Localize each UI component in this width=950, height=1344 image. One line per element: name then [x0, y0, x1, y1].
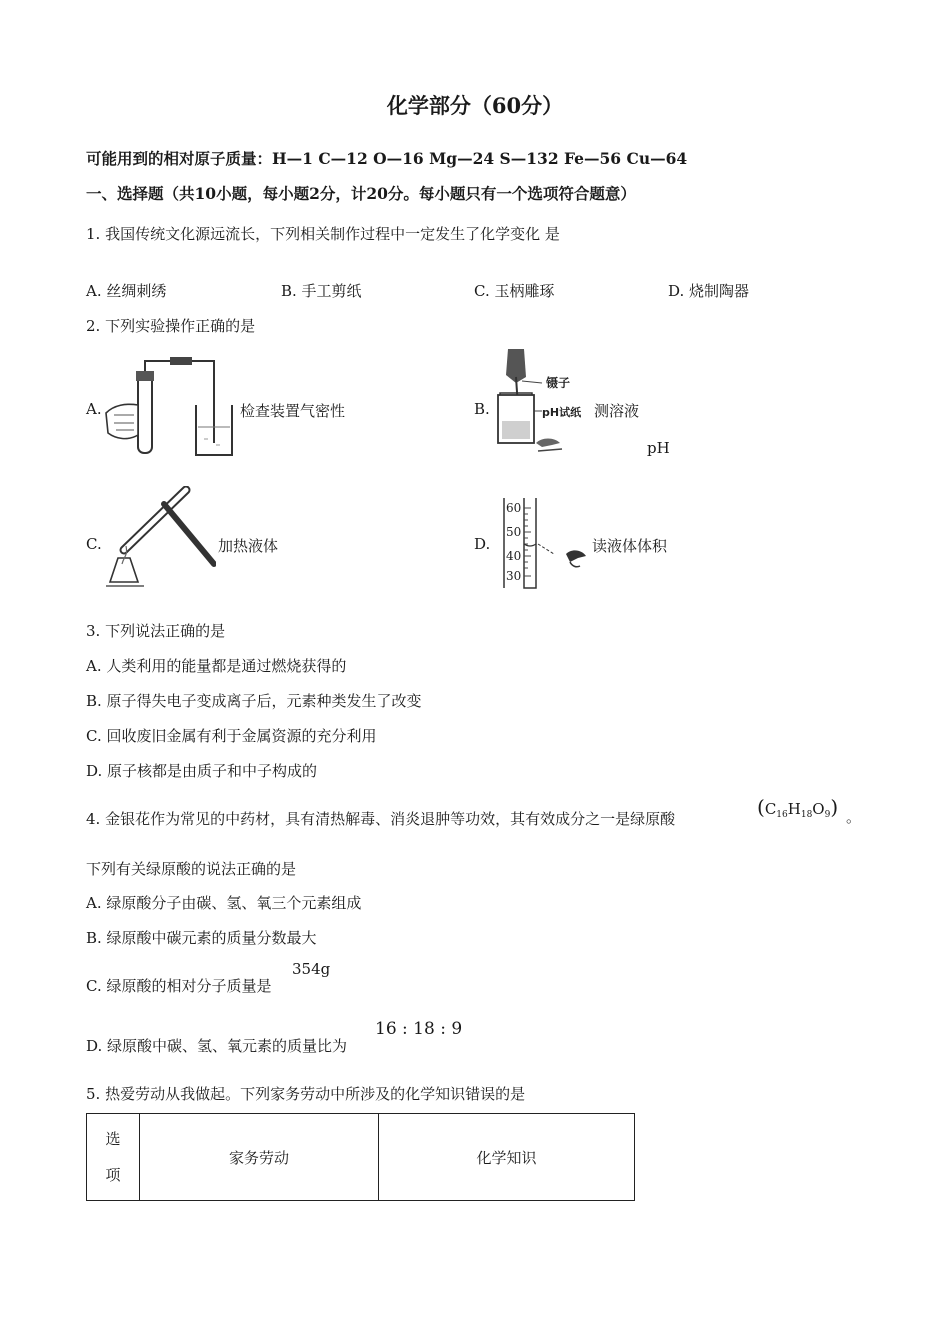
q2-option-d-text: 读液体体积 — [592, 537, 668, 555]
q3-option-a: A. 人类利用的能量都是通过燃烧获得的 — [86, 657, 347, 675]
q1-option-d: D. 烧制陶器 — [668, 282, 750, 300]
q3-option-b: B. 原子得失电子变成离子后，元素种类发生了改变 — [86, 692, 422, 710]
scale-label-50: 50 — [506, 525, 522, 539]
q4-option-b: B. 绿原酸中碳元素的质量分数最大 — [86, 929, 317, 947]
ph-paper-label: pH试纸 — [542, 406, 582, 419]
q4-option-d-value: 16 : 18 : 9 — [375, 1019, 463, 1039]
table-header-chore: 家务劳动 — [140, 1114, 379, 1201]
tweezers-label: 镊子 — [546, 376, 571, 390]
q1-option-b: B. 手工剪纸 — [281, 282, 362, 300]
atomic-masses-line: 可能用到的相对原子质量：H—1 C—12 O—16 Mg—24 S—132 Fe—56 Cu—64 — [86, 149, 688, 168]
q2-option-c-text: 加热液体 — [218, 537, 279, 555]
scale-label-40: 40 — [506, 549, 522, 563]
question-1-stem: 1. 我国传统文化源远流长，下列相关制作过程中一定发生了化学变化 是 — [86, 225, 560, 243]
heating-liquid-figure — [104, 486, 216, 590]
section-heading: 一、选择题（共10小题，每小题2分，计20分。每小题只有一个选项符合题意） — [86, 184, 636, 203]
q4-period: 。 — [846, 808, 862, 826]
q2-option-a-text: 检查装置气密性 — [240, 402, 346, 420]
q1-option-a: A. 丝绸刺绣 — [86, 282, 167, 300]
q4-line-2: 下列有关绿原酸的说法正确的是 — [86, 860, 297, 878]
question-3-stem: 3. 下列说法正确的是 — [86, 622, 226, 640]
airtightness-check-figure — [104, 355, 238, 461]
q3-option-c: C. 回收废旧金属有利于金属资源的充分利用 — [86, 727, 377, 745]
q5-options-table — [86, 1113, 635, 1201]
q4-option-d: D. 绿原酸中碳、氢、氧元素的质量比为 — [86, 1037, 348, 1055]
q2-option-b-ph: pH — [647, 439, 670, 457]
reading-volume-figure — [498, 496, 594, 590]
table-header-knowledge: 化学知识 — [379, 1114, 635, 1201]
table-header-option: 选项 — [87, 1114, 140, 1201]
scale-label-30: 30 — [506, 569, 522, 583]
q1-option-c: C. 玉柄雕琢 — [474, 282, 555, 300]
q4-option-c-value: 354g — [292, 960, 331, 978]
question-5-stem: 5. 热爱劳动从我做起。下列家务劳动中所涉及的化学知识错误的是 — [86, 1085, 526, 1103]
q2-option-d-letter: D. — [474, 535, 491, 553]
q2-option-a-letter: A. — [86, 400, 102, 418]
q2-option-b-text: 测溶液 — [594, 402, 640, 420]
page-title: 化学部分（60分） — [386, 93, 564, 118]
q4-option-a: A. 绿原酸分子由碳、氢、氧三个元素组成 — [86, 894, 362, 912]
chlorogenic-acid-formula: $(C_{16}H_{18}O_9)$ — [757, 795, 839, 820]
q2-option-b-letter: B. — [474, 400, 490, 418]
q3-option-d: D. 原子核都是由质子和中子构成的 — [86, 762, 318, 780]
table-row — [87, 1114, 635, 1201]
question-4-stem: 4. 金银花作为常见的中药材，具有清热解毒、消炎退肿等功效，其有效成分之一是绿原酸 — [86, 810, 676, 828]
q4-option-c: C. 绿原酸的相对分子质量是 — [86, 977, 272, 995]
q2-option-c-letter: C. — [86, 535, 102, 553]
question-2-stem: 2. 下列实验操作正确的是 — [86, 317, 256, 335]
scale-label-60: 60 — [506, 501, 522, 515]
ph-test-figure — [492, 347, 592, 461]
